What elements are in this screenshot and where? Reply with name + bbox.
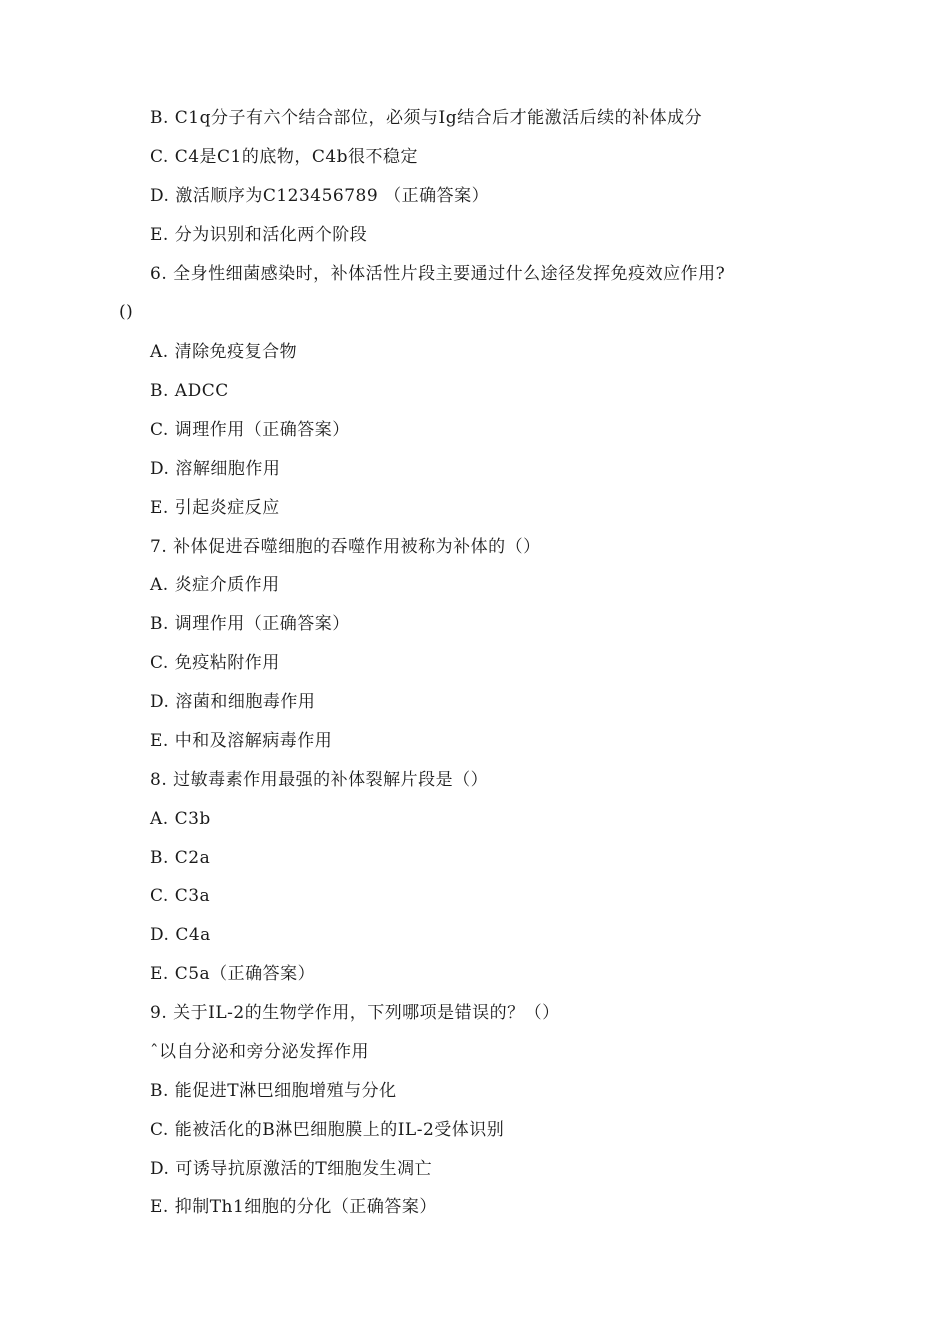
option-line: C. C4是C1的底物，C4b很不稳定 xyxy=(150,147,419,167)
option-line: E. 中和及溶解病毒作用 xyxy=(150,731,333,751)
option-line: B. 调理作用（正确答案） xyxy=(150,614,350,634)
option-line: E. 抑制Th1细胞的分化（正确答案） xyxy=(150,1197,437,1217)
question-continuation: () xyxy=(119,302,134,322)
option-line: D. 可诱导抗原激活的T细胞发生凋亡 xyxy=(150,1159,433,1179)
option-line: C. 调理作用（正确答案） xyxy=(150,420,350,440)
question-line: 6. 全身性细菌感染时，补体活性片段主要通过什么途径发挥免疫效应作用? xyxy=(150,264,726,284)
option-line: D. 溶解细胞作用 xyxy=(150,459,281,479)
option-line: C. 能被活化的B淋巴细胞膜上的IL-2受体识别 xyxy=(150,1120,505,1140)
option-line: C. 免疫粘附作用 xyxy=(150,653,280,673)
option-line: D. 激活顺序为C123456789 （正确答案） xyxy=(150,186,490,206)
option-line: B. 能促进T淋巴细胞增殖与分化 xyxy=(150,1081,397,1101)
option-line: ˆ以自分泌和旁分泌发挥作用 xyxy=(150,1042,369,1062)
option-line: B. C2a xyxy=(150,848,211,868)
question-line: 7. 补体促进吞噬细胞的吞噬作用被称为补体的（） xyxy=(150,537,541,557)
question-line: 9. 关于IL-2的生物学作用，下列哪项是错误的？（） xyxy=(150,1003,560,1023)
option-line: B. ADCC xyxy=(150,381,229,401)
option-line: C. C3a xyxy=(150,886,211,906)
option-line: A. C3b xyxy=(150,809,211,829)
option-line: B. C1q分子有六个结合部位，必须与Ig结合后才能激活后续的补体成分 xyxy=(150,108,703,128)
option-line: E. 分为识别和活化两个阶段 xyxy=(150,225,368,245)
option-line: E. 引起炎症反应 xyxy=(150,498,280,518)
option-line: D. C4a xyxy=(150,925,211,945)
question-line: 8. 过敏毒素作用最强的补体裂解片段是（） xyxy=(150,770,489,790)
option-line: E. C5a（正确答案） xyxy=(150,964,316,984)
option-line: D. 溶菌和细胞毒作用 xyxy=(150,692,316,712)
option-line: A. 清除免疫复合物 xyxy=(150,342,298,362)
option-line: A. 炎症介质作用 xyxy=(150,575,280,595)
